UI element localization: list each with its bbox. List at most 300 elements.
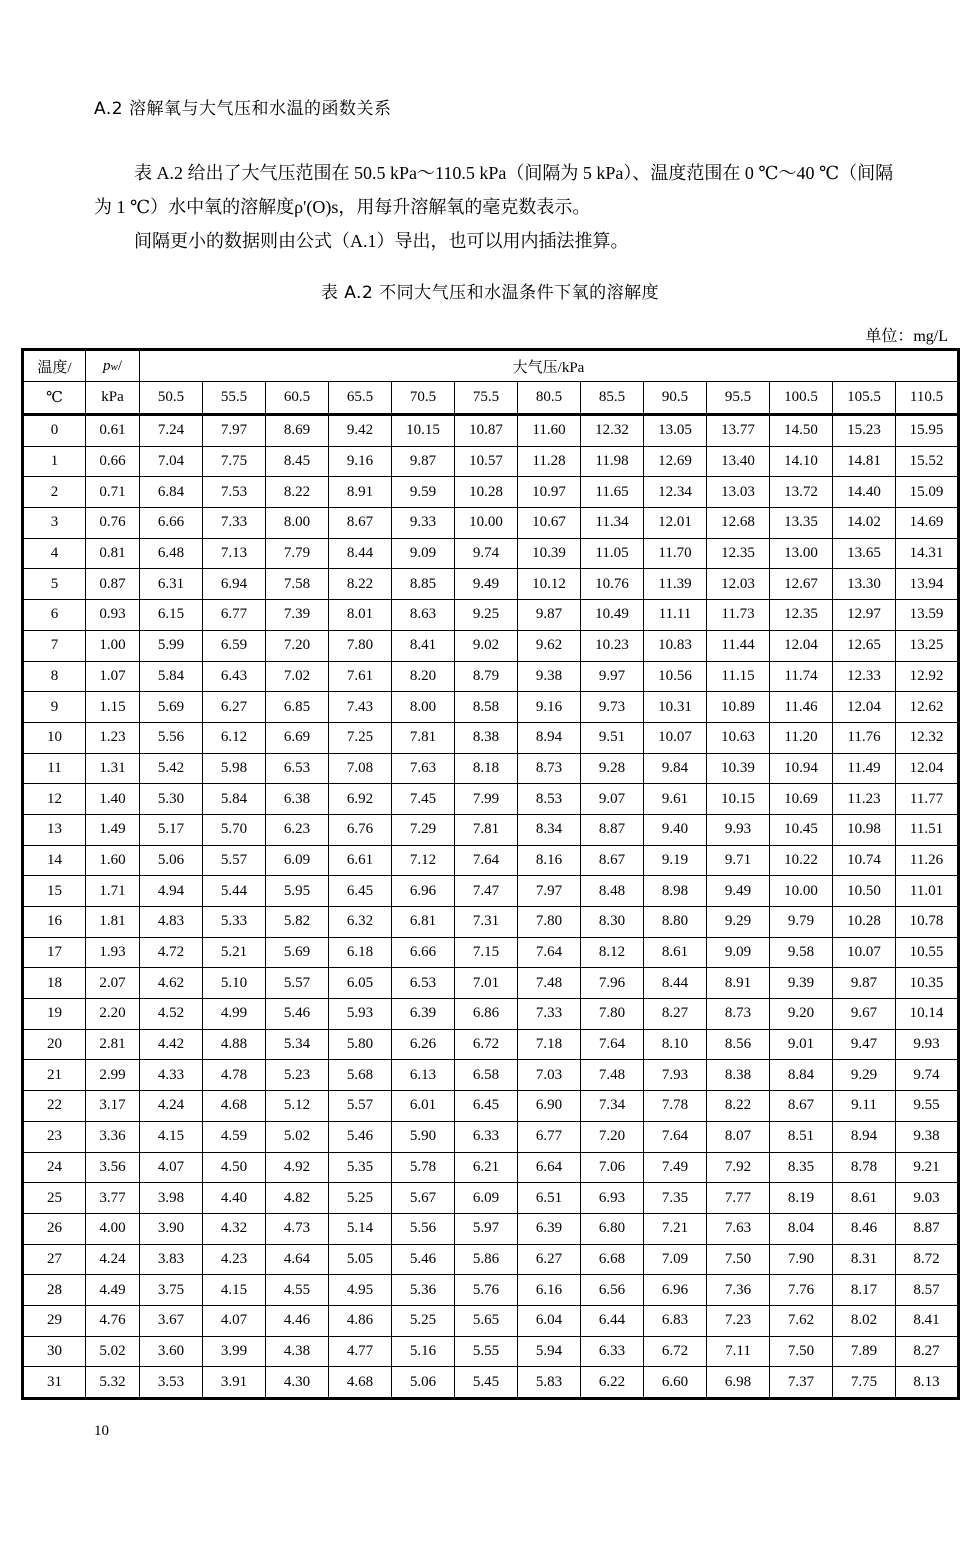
solubility-cell: 3.60 bbox=[140, 1336, 203, 1367]
solubility-cell: 4.64 bbox=[266, 1244, 329, 1275]
solubility-cell: 5.42 bbox=[140, 753, 203, 784]
solubility-cell: 6.05 bbox=[329, 968, 392, 999]
solubility-cell: 11.77 bbox=[896, 784, 959, 815]
solubility-cell: 6.44 bbox=[581, 1305, 644, 1336]
solubility-cell: 6.98 bbox=[707, 1367, 770, 1399]
solubility-cell: 9.03 bbox=[896, 1183, 959, 1214]
solubility-cell: 11.76 bbox=[833, 722, 896, 753]
solubility-cell: 7.63 bbox=[707, 1213, 770, 1244]
header-pressure-cell: 75.5 bbox=[455, 382, 518, 415]
solubility-cell: 11.05 bbox=[581, 538, 644, 569]
solubility-cell: 9.84 bbox=[644, 753, 707, 784]
solubility-cell: 7.03 bbox=[518, 1060, 581, 1091]
solubility-cell: 9.87 bbox=[833, 968, 896, 999]
solubility-cell: 6.16 bbox=[518, 1275, 581, 1306]
solubility-cell: 5.56 bbox=[140, 722, 203, 753]
solubility-cell: 7.97 bbox=[203, 415, 266, 447]
solubility-cell: 5.93 bbox=[329, 999, 392, 1030]
temperature-cell: 5 bbox=[23, 569, 86, 600]
solubility-cell: 6.68 bbox=[581, 1244, 644, 1275]
solubility-cell: 10.39 bbox=[518, 538, 581, 569]
solubility-cell: 7.15 bbox=[455, 937, 518, 968]
solubility-cell: 9.20 bbox=[770, 999, 833, 1030]
solubility-cell: 4.46 bbox=[266, 1305, 329, 1336]
solubility-cell: 8.34 bbox=[518, 814, 581, 845]
solubility-cell: 15.23 bbox=[833, 415, 896, 447]
solubility-cell: 6.27 bbox=[518, 1244, 581, 1275]
solubility-cell: 5.67 bbox=[392, 1183, 455, 1214]
vapor-pressure-cell: 3.17 bbox=[86, 1091, 140, 1122]
temperature-cell: 1 bbox=[23, 446, 86, 477]
solubility-cell: 12.62 bbox=[896, 692, 959, 723]
solubility-cell: 4.15 bbox=[140, 1121, 203, 1152]
vapor-pressure-cell: 1.00 bbox=[86, 630, 140, 661]
solubility-cell: 5.10 bbox=[203, 968, 266, 999]
solubility-cell: 3.67 bbox=[140, 1305, 203, 1336]
solubility-cell: 8.04 bbox=[770, 1213, 833, 1244]
solubility-cell: 6.45 bbox=[329, 876, 392, 907]
solubility-cell: 15.09 bbox=[896, 477, 959, 508]
vapor-pressure-cell: 1.93 bbox=[86, 937, 140, 968]
solubility-cell: 4.92 bbox=[266, 1152, 329, 1183]
solubility-cell: 5.25 bbox=[392, 1305, 455, 1336]
solubility-cell: 6.72 bbox=[455, 1029, 518, 1060]
vapor-pressure-cell: 4.24 bbox=[86, 1244, 140, 1275]
solubility-cell: 4.42 bbox=[140, 1029, 203, 1060]
solubility-cell: 8.61 bbox=[833, 1183, 896, 1214]
solubility-cell: 9.58 bbox=[770, 937, 833, 968]
solubility-cell: 9.25 bbox=[455, 600, 518, 631]
temperature-cell: 19 bbox=[23, 999, 86, 1030]
solubility-cell: 4.83 bbox=[140, 907, 203, 938]
solubility-cell: 4.94 bbox=[140, 876, 203, 907]
solubility-cell: 10.83 bbox=[644, 630, 707, 661]
temperature-cell: 16 bbox=[23, 907, 86, 938]
solubility-cell: 7.35 bbox=[644, 1183, 707, 1214]
vapor-pressure-cell: 0.81 bbox=[86, 538, 140, 569]
solubility-cell: 8.53 bbox=[518, 784, 581, 815]
solubility-cell: 5.90 bbox=[392, 1121, 455, 1152]
vapor-pressure-cell: 1.07 bbox=[86, 661, 140, 692]
solubility-cell: 4.52 bbox=[140, 999, 203, 1030]
solubility-cell: 6.33 bbox=[455, 1121, 518, 1152]
solubility-cell: 8.44 bbox=[644, 968, 707, 999]
solubility-cell: 13.03 bbox=[707, 477, 770, 508]
solubility-cell: 9.49 bbox=[707, 876, 770, 907]
solubility-cell: 13.05 bbox=[644, 415, 707, 447]
solubility-cell: 11.39 bbox=[644, 569, 707, 600]
solubility-cell: 10.00 bbox=[770, 876, 833, 907]
solubility-cell: 6.64 bbox=[518, 1152, 581, 1183]
solubility-cell: 7.45 bbox=[392, 784, 455, 815]
solubility-cell: 5.16 bbox=[392, 1336, 455, 1367]
solubility-cell: 11.01 bbox=[896, 876, 959, 907]
solubility-cell: 6.39 bbox=[518, 1213, 581, 1244]
table-row bbox=[23, 1367, 959, 1399]
temperature-cell: 13 bbox=[23, 814, 86, 845]
vapor-pressure-cell: 0.71 bbox=[86, 477, 140, 508]
vapor-pressure-cell: 4.00 bbox=[86, 1213, 140, 1244]
solubility-cell: 6.53 bbox=[392, 968, 455, 999]
solubility-cell: 8.27 bbox=[896, 1336, 959, 1367]
solubility-cell: 6.92 bbox=[329, 784, 392, 815]
solubility-cell: 5.35 bbox=[329, 1152, 392, 1183]
solubility-cell: 6.23 bbox=[266, 814, 329, 845]
solubility-cell: 9.02 bbox=[455, 630, 518, 661]
solubility-cell: 8.44 bbox=[329, 538, 392, 569]
solubility-cell: 12.03 bbox=[707, 569, 770, 600]
solubility-cell: 13.59 bbox=[896, 600, 959, 631]
solubility-cell: 7.58 bbox=[266, 569, 329, 600]
solubility-cell: 9.55 bbox=[896, 1091, 959, 1122]
solubility-cell: 10.63 bbox=[707, 722, 770, 753]
table-row bbox=[23, 1213, 959, 1244]
solubility-cell: 10.39 bbox=[707, 753, 770, 784]
table-row bbox=[23, 477, 959, 508]
solubility-cell: 4.68 bbox=[329, 1367, 392, 1399]
table-row bbox=[23, 630, 959, 661]
temperature-cell: 30 bbox=[23, 1336, 86, 1367]
solubility-cell: 7.25 bbox=[329, 722, 392, 753]
solubility-cell: 9.87 bbox=[392, 446, 455, 477]
solubility-cell: 12.97 bbox=[833, 600, 896, 631]
section-heading: A.2 溶解氧与大气压和水温的函数关系 bbox=[94, 99, 392, 119]
solubility-cell: 5.69 bbox=[266, 937, 329, 968]
vapor-pressure-cell: 1.71 bbox=[86, 876, 140, 907]
temperature-cell: 2 bbox=[23, 477, 86, 508]
table-row bbox=[23, 415, 959, 447]
solubility-cell: 5.70 bbox=[203, 814, 266, 845]
solubility-cell: 11.20 bbox=[770, 722, 833, 753]
solubility-cell: 5.46 bbox=[329, 1121, 392, 1152]
solubility-cell: 8.67 bbox=[329, 508, 392, 539]
solubility-cell: 7.36 bbox=[707, 1275, 770, 1306]
solubility-cell: 8.91 bbox=[707, 968, 770, 999]
solubility-cell: 7.18 bbox=[518, 1029, 581, 1060]
solubility-cell: 8.87 bbox=[896, 1213, 959, 1244]
vapor-pressure-cell: 1.81 bbox=[86, 907, 140, 938]
solubility-cell: 8.35 bbox=[770, 1152, 833, 1183]
solubility-cell: 13.65 bbox=[833, 538, 896, 569]
solubility-cell: 6.15 bbox=[140, 600, 203, 631]
solubility-cell: 9.29 bbox=[833, 1060, 896, 1091]
solubility-cell: 8.84 bbox=[770, 1060, 833, 1091]
solubility-cell: 8.16 bbox=[518, 845, 581, 876]
solubility-cell: 10.87 bbox=[455, 415, 518, 447]
paragraph-interpolation: 间隔更小的数据则由公式（A.1）导出，也可以用内插法推算。 bbox=[134, 231, 629, 251]
solubility-cell: 11.74 bbox=[770, 661, 833, 692]
solubility-cell: 6.90 bbox=[518, 1091, 581, 1122]
temperature-cell: 14 bbox=[23, 845, 86, 876]
solubility-cell: 7.64 bbox=[581, 1029, 644, 1060]
solubility-cell: 8.80 bbox=[644, 907, 707, 938]
solubility-cell: 7.02 bbox=[266, 661, 329, 692]
solubility-cell: 3.91 bbox=[203, 1367, 266, 1399]
solubility-cell: 9.93 bbox=[707, 814, 770, 845]
solubility-cell: 7.63 bbox=[392, 753, 455, 784]
solubility-cell: 8.78 bbox=[833, 1152, 896, 1183]
solubility-cell: 12.68 bbox=[707, 508, 770, 539]
temperature-cell: 27 bbox=[23, 1244, 86, 1275]
solubility-cell: 9.67 bbox=[833, 999, 896, 1030]
solubility-cell: 7.79 bbox=[266, 538, 329, 569]
table-row bbox=[23, 538, 959, 569]
solubility-table bbox=[21, 348, 960, 1400]
solubility-cell: 8.94 bbox=[518, 722, 581, 753]
solubility-cell: 8.22 bbox=[266, 477, 329, 508]
solubility-cell: 15.95 bbox=[896, 415, 959, 447]
solubility-cell: 14.50 bbox=[770, 415, 833, 447]
temperature-cell: 10 bbox=[23, 722, 86, 753]
solubility-cell: 9.71 bbox=[707, 845, 770, 876]
solubility-cell: 10.15 bbox=[707, 784, 770, 815]
vapor-pressure-cell: 2.81 bbox=[86, 1029, 140, 1060]
header-pressure-cell: 105.5 bbox=[833, 382, 896, 415]
solubility-cell: 7.48 bbox=[518, 968, 581, 999]
solubility-cell: 10.78 bbox=[896, 907, 959, 938]
table-row bbox=[23, 907, 959, 938]
temperature-cell: 20 bbox=[23, 1029, 86, 1060]
solubility-cell: 4.88 bbox=[203, 1029, 266, 1060]
header-pressure-cell: 95.5 bbox=[707, 382, 770, 415]
table-unit: 单位：mg/L bbox=[865, 328, 948, 345]
solubility-cell: 5.36 bbox=[392, 1275, 455, 1306]
solubility-cell: 4.07 bbox=[140, 1152, 203, 1183]
solubility-cell: 4.55 bbox=[266, 1275, 329, 1306]
solubility-cell: 8.73 bbox=[707, 999, 770, 1030]
solubility-cell: 8.56 bbox=[707, 1029, 770, 1060]
solubility-cell: 7.90 bbox=[770, 1244, 833, 1275]
solubility-cell: 12.34 bbox=[644, 477, 707, 508]
solubility-cell: 5.84 bbox=[203, 784, 266, 815]
table-row bbox=[23, 1183, 959, 1214]
solubility-cell: 6.01 bbox=[392, 1091, 455, 1122]
table-row bbox=[23, 753, 959, 784]
table-row bbox=[23, 569, 959, 600]
solubility-cell: 7.64 bbox=[644, 1121, 707, 1152]
solubility-cell: 10.07 bbox=[833, 937, 896, 968]
solubility-cell: 9.62 bbox=[518, 630, 581, 661]
solubility-cell: 10.35 bbox=[896, 968, 959, 999]
solubility-cell: 6.77 bbox=[518, 1121, 581, 1152]
solubility-cell: 7.11 bbox=[707, 1336, 770, 1367]
solubility-cell: 4.24 bbox=[140, 1091, 203, 1122]
solubility-cell: 7.20 bbox=[266, 630, 329, 661]
solubility-cell: 8.00 bbox=[392, 692, 455, 723]
solubility-cell: 9.16 bbox=[518, 692, 581, 723]
solubility-cell: 6.51 bbox=[518, 1183, 581, 1214]
solubility-cell: 7.53 bbox=[203, 477, 266, 508]
table-row bbox=[23, 876, 959, 907]
solubility-cell: 5.17 bbox=[140, 814, 203, 845]
vapor-pressure-cell: 2.99 bbox=[86, 1060, 140, 1091]
solubility-cell: 11.60 bbox=[518, 415, 581, 447]
table-row bbox=[23, 937, 959, 968]
solubility-cell: 10.50 bbox=[833, 876, 896, 907]
temperature-cell: 8 bbox=[23, 661, 86, 692]
solubility-cell: 5.55 bbox=[455, 1336, 518, 1367]
solubility-cell: 9.19 bbox=[644, 845, 707, 876]
solubility-cell: 6.21 bbox=[455, 1152, 518, 1183]
solubility-cell: 8.31 bbox=[833, 1244, 896, 1275]
solubility-cell: 9.79 bbox=[770, 907, 833, 938]
solubility-cell: 8.20 bbox=[392, 661, 455, 692]
solubility-cell: 9.07 bbox=[581, 784, 644, 815]
solubility-cell: 9.09 bbox=[707, 937, 770, 968]
solubility-cell: 7.13 bbox=[203, 538, 266, 569]
solubility-cell: 12.33 bbox=[833, 661, 896, 692]
solubility-cell: 9.42 bbox=[329, 415, 392, 447]
solubility-cell: 5.83 bbox=[518, 1367, 581, 1399]
solubility-cell: 5.82 bbox=[266, 907, 329, 938]
temperature-cell: 3 bbox=[23, 508, 86, 539]
solubility-cell: 5.33 bbox=[203, 907, 266, 938]
solubility-cell: 15.52 bbox=[896, 446, 959, 477]
solubility-cell: 4.72 bbox=[140, 937, 203, 968]
vapor-pressure-cell: 0.93 bbox=[86, 600, 140, 631]
solubility-cell: 10.89 bbox=[707, 692, 770, 723]
solubility-cell: 9.74 bbox=[455, 538, 518, 569]
solubility-cell: 8.72 bbox=[896, 1244, 959, 1275]
solubility-cell: 7.37 bbox=[770, 1367, 833, 1399]
solubility-cell: 6.80 bbox=[581, 1213, 644, 1244]
solubility-cell: 7.92 bbox=[707, 1152, 770, 1183]
solubility-cell: 5.44 bbox=[203, 876, 266, 907]
solubility-cell: 7.31 bbox=[455, 907, 518, 938]
solubility-cell: 5.34 bbox=[266, 1029, 329, 1060]
solubility-cell: 6.39 bbox=[392, 999, 455, 1030]
solubility-cell: 8.87 bbox=[581, 814, 644, 845]
solubility-cell: 6.72 bbox=[644, 1336, 707, 1367]
solubility-cell: 3.53 bbox=[140, 1367, 203, 1399]
solubility-cell: 8.85 bbox=[392, 569, 455, 600]
solubility-cell: 4.07 bbox=[203, 1305, 266, 1336]
vapor-pressure-cell: 0.66 bbox=[86, 446, 140, 477]
table-row bbox=[23, 968, 959, 999]
solubility-cell: 6.31 bbox=[140, 569, 203, 600]
solubility-cell: 11.65 bbox=[581, 477, 644, 508]
solubility-cell: 5.30 bbox=[140, 784, 203, 815]
solubility-cell: 4.15 bbox=[203, 1275, 266, 1306]
solubility-cell: 8.73 bbox=[518, 753, 581, 784]
solubility-cell: 8.69 bbox=[266, 415, 329, 447]
solubility-cell: 11.51 bbox=[896, 814, 959, 845]
header-pressure-cell: 90.5 bbox=[644, 382, 707, 415]
table-row bbox=[23, 661, 959, 692]
solubility-cell: 8.41 bbox=[896, 1305, 959, 1336]
solubility-cell: 7.04 bbox=[140, 446, 203, 477]
solubility-cell: 5.69 bbox=[140, 692, 203, 723]
solubility-cell: 7.29 bbox=[392, 814, 455, 845]
page-number: 10 bbox=[94, 1423, 109, 1439]
solubility-cell: 6.22 bbox=[581, 1367, 644, 1399]
solubility-cell: 14.69 bbox=[896, 508, 959, 539]
solubility-cell: 6.66 bbox=[392, 937, 455, 968]
solubility-cell: 8.13 bbox=[896, 1367, 959, 1399]
solubility-cell: 8.45 bbox=[266, 446, 329, 477]
solubility-cell: 6.09 bbox=[266, 845, 329, 876]
solubility-cell: 5.80 bbox=[329, 1029, 392, 1060]
solubility-cell: 5.02 bbox=[266, 1121, 329, 1152]
solubility-cell: 5.46 bbox=[392, 1244, 455, 1275]
table-row bbox=[23, 1060, 959, 1091]
solubility-cell: 8.91 bbox=[329, 477, 392, 508]
solubility-cell: 6.33 bbox=[581, 1336, 644, 1367]
solubility-cell: 7.33 bbox=[518, 999, 581, 1030]
vapor-pressure-cell: 1.40 bbox=[86, 784, 140, 815]
solubility-cell: 14.40 bbox=[833, 477, 896, 508]
solubility-cell: 5.97 bbox=[455, 1213, 518, 1244]
solubility-cell: 8.18 bbox=[455, 753, 518, 784]
temperature-cell: 7 bbox=[23, 630, 86, 661]
solubility-cell: 7.06 bbox=[581, 1152, 644, 1183]
solubility-cell: 5.05 bbox=[329, 1244, 392, 1275]
solubility-cell: 9.09 bbox=[392, 538, 455, 569]
solubility-cell: 7.20 bbox=[581, 1121, 644, 1152]
solubility-cell: 10.98 bbox=[833, 814, 896, 845]
solubility-cell: 7.99 bbox=[455, 784, 518, 815]
solubility-cell: 7.62 bbox=[770, 1305, 833, 1336]
solubility-cell: 8.51 bbox=[770, 1121, 833, 1152]
header-pressure-cell: 50.5 bbox=[140, 382, 203, 415]
solubility-cell: 3.83 bbox=[140, 1244, 203, 1275]
solubility-cell: 4.99 bbox=[203, 999, 266, 1030]
solubility-cell: 7.80 bbox=[329, 630, 392, 661]
solubility-cell: 6.48 bbox=[140, 538, 203, 569]
temperature-cell: 4 bbox=[23, 538, 86, 569]
temperature-cell: 18 bbox=[23, 968, 86, 999]
temperature-cell: 21 bbox=[23, 1060, 86, 1091]
solubility-cell: 10.12 bbox=[518, 569, 581, 600]
solubility-cell: 14.81 bbox=[833, 446, 896, 477]
solubility-cell: 9.51 bbox=[581, 722, 644, 753]
solubility-cell: 13.94 bbox=[896, 569, 959, 600]
temperature-cell: 6 bbox=[23, 600, 86, 631]
solubility-cell: 10.14 bbox=[896, 999, 959, 1030]
header-temperature-unit-top: 温度/ bbox=[23, 350, 86, 382]
solubility-cell: 6.76 bbox=[329, 814, 392, 845]
solubility-cell: 8.17 bbox=[833, 1275, 896, 1306]
solubility-cell: 10.22 bbox=[770, 845, 833, 876]
solubility-cell: 5.57 bbox=[266, 968, 329, 999]
solubility-cell: 10.55 bbox=[896, 937, 959, 968]
solubility-cell: 5.95 bbox=[266, 876, 329, 907]
solubility-cell: 11.98 bbox=[581, 446, 644, 477]
solubility-cell: 5.57 bbox=[329, 1091, 392, 1122]
solubility-cell: 10.07 bbox=[644, 722, 707, 753]
solubility-cell: 4.23 bbox=[203, 1244, 266, 1275]
solubility-cell: 6.86 bbox=[455, 999, 518, 1030]
solubility-cell: 10.94 bbox=[770, 753, 833, 784]
solubility-cell: 8.38 bbox=[707, 1060, 770, 1091]
header-vapor-pressure-top bbox=[86, 350, 140, 382]
header-pressure-cell: 85.5 bbox=[581, 382, 644, 415]
solubility-cell: 12.35 bbox=[770, 600, 833, 631]
temperature-cell: 9 bbox=[23, 692, 86, 723]
solubility-cell: 7.64 bbox=[455, 845, 518, 876]
solubility-cell: 7.01 bbox=[455, 968, 518, 999]
table-row bbox=[23, 1244, 959, 1275]
solubility-cell: 12.69 bbox=[644, 446, 707, 477]
vapor-pressure-cell: 1.60 bbox=[86, 845, 140, 876]
solubility-cell: 10.49 bbox=[581, 600, 644, 631]
vapor-pressure-cell: 0.76 bbox=[86, 508, 140, 539]
temperature-cell: 23 bbox=[23, 1121, 86, 1152]
solubility-cell: 6.66 bbox=[140, 508, 203, 539]
vapor-pressure-cell: 1.15 bbox=[86, 692, 140, 723]
table-row bbox=[23, 1275, 959, 1306]
solubility-cell: 11.11 bbox=[644, 600, 707, 631]
